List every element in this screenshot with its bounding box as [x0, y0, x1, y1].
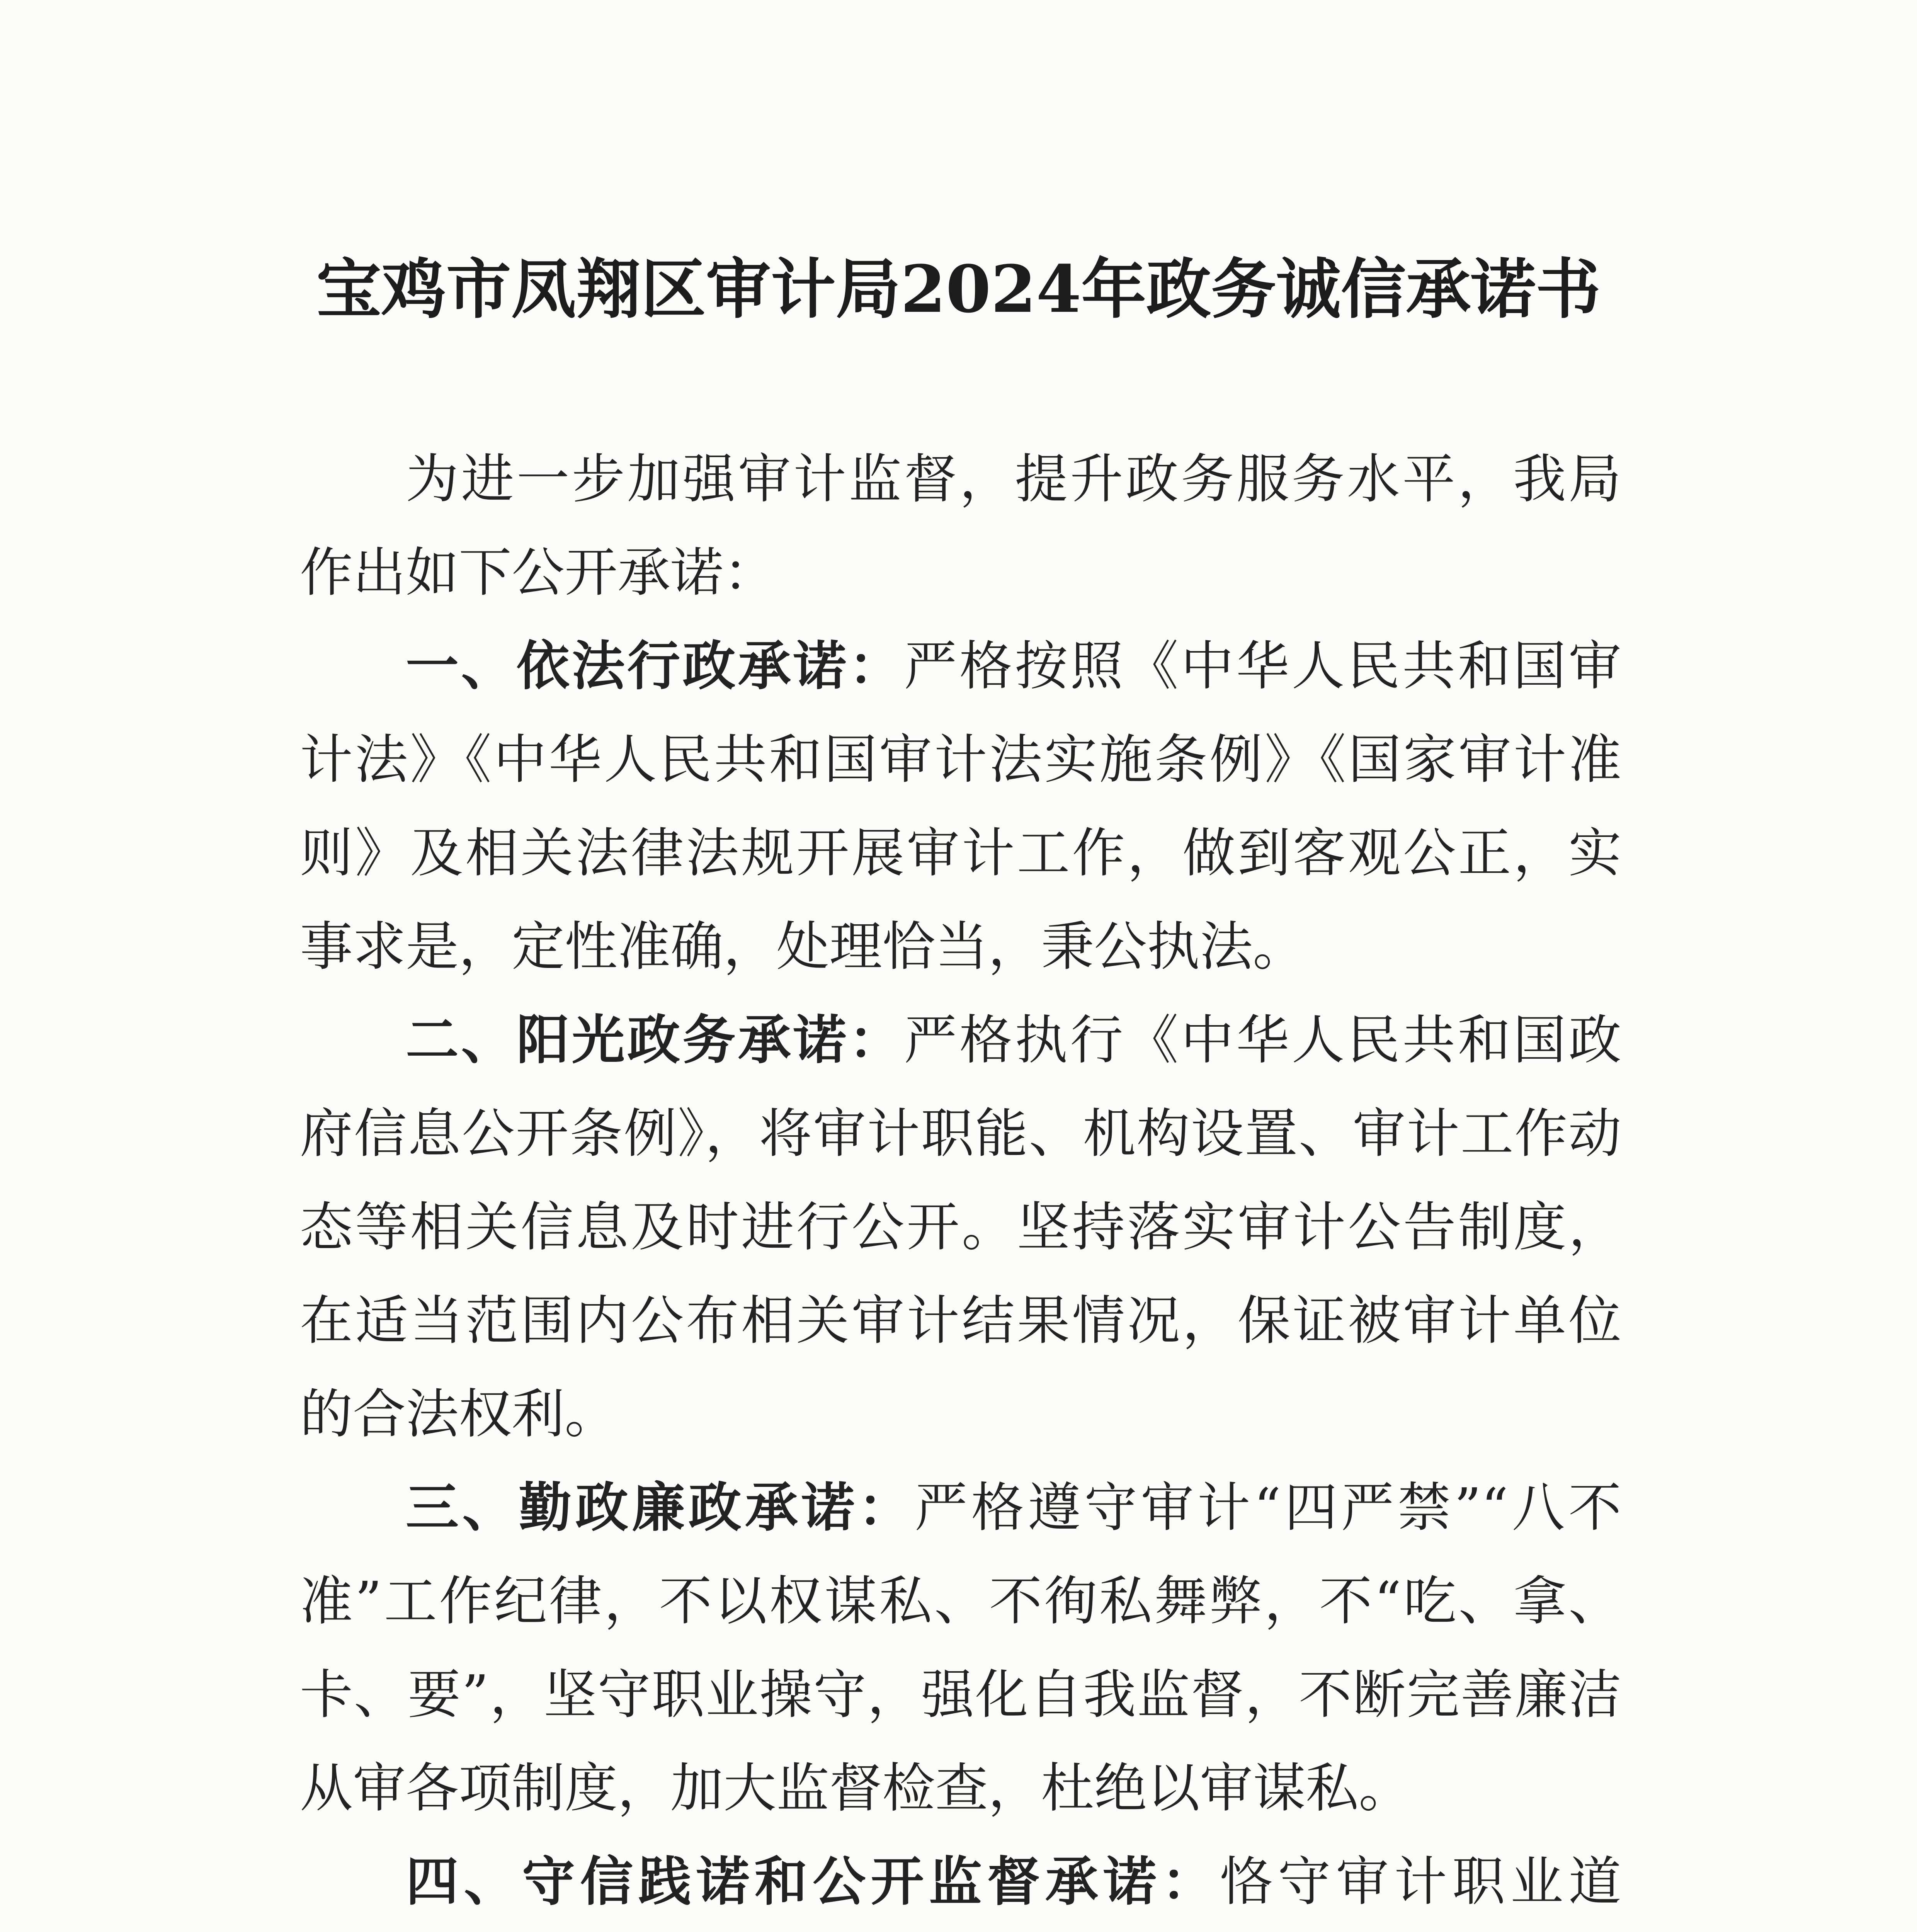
intro-paragraph: 为进一步加强审计监督，提升政务服务水平，我局作出如下公开承诺： [300, 449, 1621, 604]
section-4 [300, 1835, 1621, 1932]
section-3-heading: 三、勤政廉政承诺： [406, 1477, 915, 1539]
section-3-text: 严格遵守审计“四严禁”“八不准”工作纪律，不以权谋私、不徇私舞弊，不“吃、拿、卡、要”，坚守职业操守，强化自我监督，不断完善廉洁从审各项制度，加大监督检查，杜绝以审谋私。 [300, 1477, 1621, 1819]
section-1-heading: 一、依法行政承诺： [406, 636, 904, 697]
section-1-text: 严格按照《中华人民共和国审计法》《中华人民共和国审计法实施条例》《国家审计准则》及相关法律法规开展审计工作，做到客观公正，实事求是，定性准确，处理恰当，秉公执法。 [300, 636, 1621, 978]
section-4-heading: 四、守信践诺和公开监督承诺： [406, 1851, 1220, 1913]
section-2-heading: 二、阳光政务承诺： [406, 1010, 904, 1071]
document-body [300, 433, 1621, 1932]
section-1 [300, 620, 1621, 994]
section-2 [300, 994, 1621, 1461]
document-title: 宝鸡市凤翔区审计局2024年政务诚信承诺书 [316, 251, 1601, 327]
section-3 [300, 1461, 1621, 1835]
section-4-text: 恪守审计职业道 [1220, 1851, 1621, 1913]
section-2-text: 严格执行《中华人民共和国政府信息公开条例》，将审计职能、机构设置、审计工作动态等相关信息及时进行公开。坚持落实审计公告制度，在适当范围内公布相关审计结果情况，保证被审计单位的合法权利。 [300, 1010, 1621, 1445]
